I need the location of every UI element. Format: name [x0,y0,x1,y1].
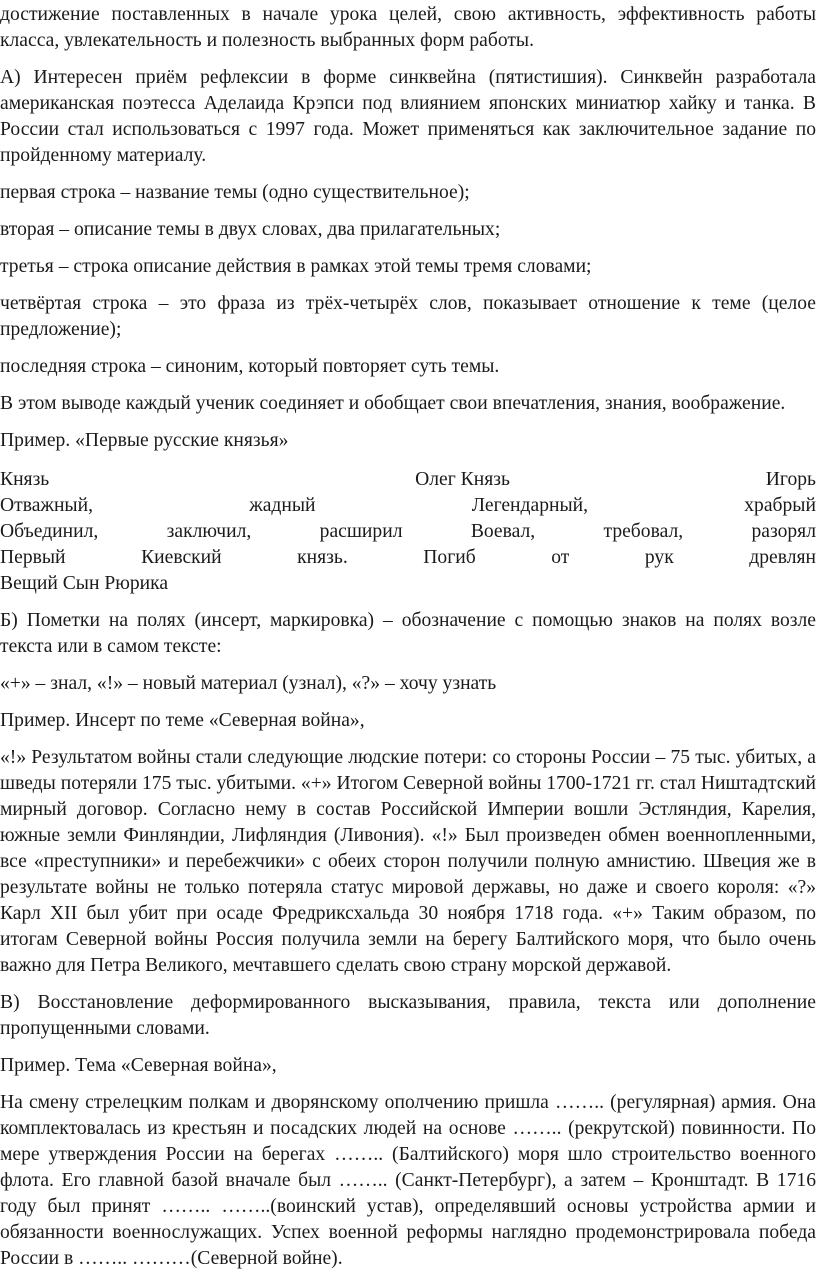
sinkwine-word: Погиб [423,547,476,568]
sinkwine-word: Первый [0,547,66,568]
paragraph-insert-legend: «+» – знал, «!» – новый материал (узнал), «?» – хочу узнать [0,673,497,694]
paragraph-insert-example-title: Пример. Инсерт по теме «Северная война», [0,710,365,731]
sinkwine-word: Киевский [141,547,222,568]
sinkwine-word: Объединил, [0,521,99,542]
sinkwine-row [0,545,816,571]
paragraph-sinkwine-intro: А) Интересен приём рефлексии в форме синквейна (пятистишия). Синквейн разработала американская поэтесса Аделаида Крэпси под влиянием японских миниатюр хайку и танка. В России стал использоваться с 1997 года. Может применяться как заключительное задание по пройденному материалу. [0,67,816,166]
sinkwine-word: от [551,547,570,568]
sinkwine-row [0,493,816,519]
paragraph-insert-intro: Б) Пометки на полях (инсерт, маркировка) – обозначение с помощью знаков на полях возле текста или в самом тексте: [0,610,816,657]
sinkwine-row [0,519,816,545]
sinkwine-word: Легендарный, [471,495,589,516]
sinkwine-word: Вещий Сын Рюрика [0,573,169,594]
paragraph-intro-continuation: достижение поставленных в начале урока целей, свою активность, эффективность работы класса, увлекательность и полезность выбранных форм работы. [0,4,816,51]
sinkwine-word: Князь [0,469,50,490]
paragraph-restoration-example-title: Пример. Тема «Северная война», [0,1055,277,1076]
paragraph-line-four: четвёртая строка – это фраза из трёх-четырёх слов, показывает отношение к теме (целое предложение); [0,293,816,340]
paragraph-restoration-intro: В) Восстановление деформированного высказывания, правила, текста или дополнение пропущенными словами. [0,992,816,1039]
paragraph-insert-example: «!» Результатом войны стали следующие людские потери: со стороны России – 75 тыс. убитых, а шведы потеряли 175 тыс. убитыми. «+» Итогом Северной войны 1700-1721 гг. стал Ништадтский мирный договор. Согласно нему в состав Российской Империи вошли Эстляндия, Карелия, южные земли Финляндии, Лифляндия (Ливония). «!» Был произведен обмен военнопленными, все «преступники» и перебежчики» с обеих сторон получили полную амнистию. Швеция же в результате войны не только потеряла статус мировой державы, но даже и своего короля: «?» Карл XII был убит при осаде Фредриксхальда 30 ноября 1718 года. «+» Таким образом, по итогам Северной войны Россия получила земли на берегу Балтийского моря, что было очень важно для Петра Великого, мечтавшего сделать свою страну морской державой. [0,747,816,976]
sinkwine-word: князь. [297,547,348,568]
sinkwine-word: разорял [751,521,816,542]
sinkwine-word: жадный [249,495,316,516]
sinkwine-example [0,467,816,597]
sinkwine-word: расширил [319,521,403,542]
sinkwine-word: требовал, [603,521,684,542]
paragraph-conclusion: В этом выводе каждый ученик соединяет и обобщает свои впечатления, знания, воображение. [0,393,786,414]
paragraph-line-one: первая строка – название темы (одно существительное); [0,182,470,203]
sinkwine-word: Воевал, [470,521,536,542]
sinkwine-row [0,571,816,597]
sinkwine-word: Отважный, [0,495,93,516]
sinkwine-word: Олег Князь [415,469,510,490]
paragraph-line-three: третья – строка описание действия в рамках этой темы тремя словами; [0,256,592,277]
sinkwine-word: заключил, [166,521,252,542]
sinkwine-row [0,467,816,493]
sinkwine-word: древлян [749,547,816,568]
sinkwine-word: рук [644,547,674,568]
paragraph-line-five: последняя строка – синоним, который повторяет суть темы. [0,356,500,377]
sinkwine-word: храбрый [744,495,816,516]
paragraph-example-title: Пример. «Первые русские князья» [0,430,289,451]
paragraph-line-two: вторая – описание темы в двух словах, два прилагательных; [0,219,501,240]
paragraph-restoration-example: На смену стрелецким полкам и дворянскому ополчению пришла …….. (регулярная) армия. Она комплектовалась из крестьян и посадских людей на основе …….. (рекрутской) повинности. По мере утверждения России на берегах …….. (Балтийского) моря шло строительство военного флота. Его главной базой вначале был …….. (Санкт-Петербург), а затем – Кронштадт. В 1716 году был принят …….. ……..(воинский устав), определявший основы устройства армии и обязанности военнослужащих. Успех военной реформы наглядно продемонстрировала победа России в …….. ………(Северной войне). [0,1092,816,1269]
sinkwine-word: Игорь [765,469,816,490]
